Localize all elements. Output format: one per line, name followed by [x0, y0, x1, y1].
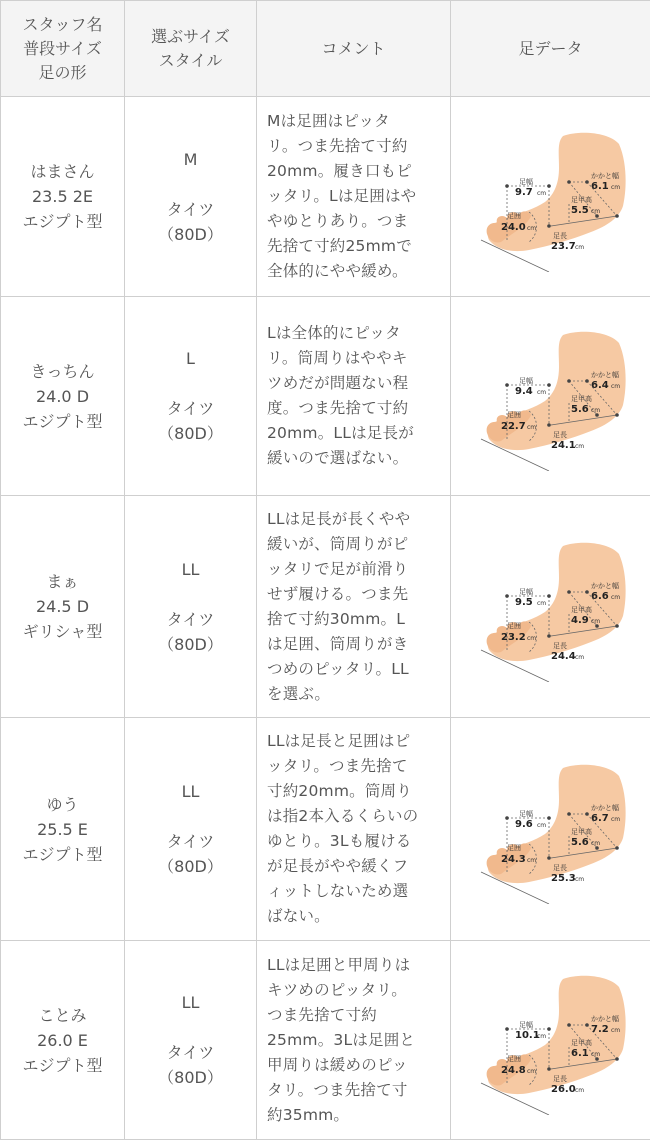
- girth-value: 23.2: [500, 631, 526, 643]
- girth-label: 足囲: [506, 621, 521, 630]
- width-label: 足幅: [518, 587, 533, 596]
- length-label: 足長: [552, 231, 567, 240]
- comment-line: 先捨て寸約25mmで: [267, 237, 412, 255]
- size-spacer: [125, 582, 256, 607]
- length-value: 24.1: [550, 440, 576, 451]
- comment-line: ッタリで足が前滑り: [267, 559, 409, 578]
- instep-value: 5.6: [570, 837, 589, 848]
- denier: （80D）: [158, 857, 223, 876]
- length-label: 足長: [552, 641, 567, 650]
- girth-value: 22.7: [500, 421, 526, 432]
- heel-value: 6.6: [590, 590, 609, 602]
- length-unit: cm: [574, 876, 584, 883]
- instep-label: 足甲高: [570, 828, 592, 836]
- comment-line: 緩いので選ばない。: [267, 449, 409, 467]
- length-value: 25.3: [550, 873, 576, 884]
- comment-line: を選ぶ。: [267, 684, 331, 703]
- size-cell: [125, 97, 257, 297]
- style-name: タイツ: [166, 1043, 215, 1062]
- table-row: [1, 718, 650, 941]
- comment-cell: [257, 297, 451, 496]
- heel-unit: cm: [610, 593, 620, 601]
- table-row: [1, 496, 650, 718]
- size-cell: [125, 941, 257, 1140]
- comment-line: 全体的にやや緩め。: [267, 262, 408, 280]
- comment-line: は足囲、筒周りがき: [267, 634, 409, 653]
- girth-unit: cm: [526, 1068, 536, 1075]
- heel-label: かかと幅: [590, 1015, 619, 1023]
- width-label: 足幅: [518, 810, 533, 818]
- instep-label: 足甲高: [570, 605, 592, 614]
- instep-value: 5.5: [570, 204, 589, 216]
- width-unit: cm: [536, 389, 546, 396]
- comment-line: せず履ける。つま先: [267, 584, 409, 603]
- comment-line: 20mm。履き口もピ: [267, 162, 412, 180]
- staff-name: はまさん: [30, 162, 95, 181]
- usual-size: 23.5 2E: [32, 187, 93, 206]
- girth-label: 足囲: [506, 211, 521, 220]
- staff-name: ゆう: [46, 794, 79, 814]
- staff-name: まぁ: [46, 572, 79, 591]
- instep-label: 足甲高: [570, 395, 592, 403]
- header-data: 足データ: [451, 1, 650, 97]
- width-value: 9.4: [514, 386, 533, 397]
- comment-line: 度。つま先捨て寸約: [267, 399, 409, 417]
- heel-label: かかと幅: [590, 171, 619, 180]
- girth-unit: cm: [526, 224, 536, 232]
- denier: （80D）: [158, 424, 223, 443]
- instep-value: 5.6: [570, 404, 589, 415]
- foot-diagram: [467, 122, 635, 272]
- staff-cell: [1, 718, 125, 941]
- header-row: [1, 1, 650, 97]
- foot-data-cell: [451, 297, 650, 496]
- length-value: 24.4: [550, 650, 576, 662]
- denier: （80D）: [158, 224, 223, 244]
- style-name: タイツ: [166, 399, 215, 418]
- chosen-size: LL: [181, 782, 200, 801]
- comment-line: ツめだが問題ない程: [267, 374, 409, 392]
- comment-line: ッタリ。つま先捨て: [267, 757, 408, 775]
- table-row: [1, 941, 650, 1140]
- comment-cell: [257, 941, 451, 1140]
- foot-diagram: [467, 965, 635, 1115]
- comment-line: 緩いが、筒周りがピ: [267, 534, 409, 553]
- girth-label: 足囲: [506, 1055, 521, 1063]
- header-staff-line: 普段サイズ: [23, 38, 102, 58]
- comment-line: リ。つま先捨て寸約: [267, 137, 408, 155]
- width-unit: cm: [536, 189, 546, 197]
- header-size: [125, 1, 257, 97]
- size-spacer: [125, 804, 256, 829]
- comment-line: 捨て寸約30mm。L: [267, 609, 406, 628]
- usual-size: 24.0 D: [35, 386, 90, 406]
- heel-unit: cm: [610, 183, 620, 191]
- girth-unit: cm: [526, 424, 536, 431]
- heel-value: 6.7: [590, 813, 609, 824]
- foot-shape: エジプト型: [22, 411, 103, 431]
- length-unit: cm: [574, 1087, 584, 1094]
- width-label: 足幅: [518, 177, 533, 186]
- comment-line: LLは足長が長くやや: [267, 509, 411, 528]
- comment-line: キツめのピッタリ。: [267, 980, 407, 999]
- length-unit: cm: [574, 443, 584, 450]
- girth-label: 足囲: [506, 411, 521, 419]
- comment-line: LLは足長と足囲はピ: [267, 732, 411, 750]
- instep-label: 足甲高: [570, 1039, 592, 1047]
- heel-value: 7.2: [590, 1024, 609, 1035]
- width-value: 9.5: [514, 596, 533, 608]
- width-value: 9.7: [514, 186, 533, 198]
- staff-name: ことみ: [38, 1005, 87, 1025]
- staff-cell: [1, 496, 125, 718]
- table-row: [1, 297, 650, 496]
- chosen-size: LL: [181, 559, 200, 579]
- width-label: 足幅: [518, 377, 533, 385]
- foot-diagram: [467, 532, 635, 682]
- instep-unit: cm: [590, 840, 600, 847]
- comment-line: Mは足囲はピッタ: [267, 112, 390, 130]
- comment-line: ゆとり。3Lも履ける: [267, 832, 412, 850]
- width-value: 9.6: [514, 819, 533, 830]
- foot-data-cell: [451, 97, 650, 297]
- foot-shape: エジプト型: [22, 212, 103, 231]
- heel-value: 6.4: [590, 380, 609, 391]
- style-name: タイツ: [166, 199, 215, 219]
- comment-line: やゆとりあり。つま: [267, 212, 409, 230]
- comment-line: 約35mm。: [267, 1105, 350, 1124]
- staff-cell: [1, 97, 125, 297]
- foot-shape: エジプト型: [22, 1055, 103, 1075]
- foot-data-cell: [451, 941, 650, 1140]
- length-label: 足長: [552, 1075, 567, 1083]
- heel-unit: cm: [610, 383, 620, 390]
- girth-unit: cm: [526, 857, 536, 864]
- length-value: 26.0: [550, 1084, 576, 1095]
- usual-size: 24.5 D: [35, 597, 90, 616]
- comment-line: ィットしないため選: [267, 882, 409, 900]
- staff-cell: [1, 297, 125, 496]
- instep-unit: cm: [590, 1051, 600, 1058]
- size-spacer: [125, 1015, 256, 1040]
- foot-diagram: [467, 754, 635, 904]
- size-cell: [125, 297, 257, 496]
- usual-size: 26.0 E: [37, 1030, 88, 1050]
- comment-line: Lは全体的にピッタ: [267, 324, 401, 342]
- comment-line: 20mm。LLは足長が: [267, 424, 414, 442]
- girth-unit: cm: [526, 634, 536, 642]
- instep-value: 4.9: [570, 614, 589, 626]
- foot-data-cell: [451, 496, 650, 718]
- comment-line: が足長がやや緩くフ: [267, 857, 409, 875]
- heel-label: かかと幅: [590, 804, 619, 812]
- width-unit: cm: [536, 1033, 546, 1040]
- style-name: タイツ: [166, 832, 215, 851]
- comment-line: つま先捨て寸約: [267, 1005, 377, 1024]
- foot-shape: ギリシャ型: [22, 622, 103, 641]
- heel-label: かかと幅: [590, 371, 619, 379]
- instep-unit: cm: [590, 617, 600, 625]
- header-staff-line: 足の形: [38, 62, 87, 82]
- size-cell: [125, 718, 257, 941]
- instep-unit: cm: [590, 207, 600, 215]
- comment-line: 寸約20mm。筒周り: [267, 782, 412, 800]
- length-label: 足長: [552, 864, 567, 872]
- instep-value: 6.1: [570, 1048, 589, 1059]
- width-label: 足幅: [518, 1021, 533, 1029]
- size-spacer: [125, 172, 256, 197]
- length-label: 足長: [552, 431, 567, 439]
- heel-label: かかと幅: [590, 581, 619, 590]
- chosen-size: LL: [181, 993, 200, 1012]
- girth-value: 24.8: [500, 1065, 526, 1076]
- foot-shape: エジプト型: [22, 844, 103, 864]
- foot-data-cell: [451, 718, 650, 941]
- header-size-line: 選ぶサイズ: [151, 26, 230, 46]
- table-row: [1, 97, 650, 297]
- heel-unit: cm: [610, 1027, 620, 1034]
- foot-diagram: [467, 321, 635, 471]
- style-name: タイツ: [166, 609, 215, 629]
- comment-line: リ。筒周りはややキ: [267, 349, 408, 367]
- comment-cell: [257, 97, 451, 297]
- length-unit: cm: [574, 243, 584, 251]
- chosen-size: M: [183, 149, 198, 169]
- staff-cell: [1, 941, 125, 1140]
- usual-size: 25.5 E: [37, 819, 88, 839]
- girth-value: 24.3: [500, 854, 526, 865]
- length-unit: cm: [574, 653, 584, 661]
- staff-name: きっちん: [30, 361, 95, 381]
- denier: （80D）: [158, 1068, 223, 1087]
- comment-cell: [257, 496, 451, 718]
- size-cell: [125, 496, 257, 718]
- width-unit: cm: [536, 599, 546, 607]
- header-staff-line: スタッフ名: [22, 14, 103, 34]
- length-value: 23.7: [550, 240, 576, 252]
- width-unit: cm: [536, 822, 546, 829]
- girth-value: 24.0: [500, 221, 526, 233]
- comment-line: は指2本入るくらいの: [267, 807, 419, 825]
- comment-line: 25mm。3Lは足囲と: [267, 1030, 416, 1049]
- heel-value: 6.1: [590, 180, 609, 192]
- comment-cell: [257, 718, 451, 941]
- header-comment: コメント: [257, 1, 451, 97]
- instep-unit: cm: [590, 407, 600, 414]
- chosen-size: L: [186, 349, 195, 368]
- comment-line: ッタリ。Lは足囲はや: [267, 187, 417, 205]
- size-spacer: [125, 371, 256, 396]
- comment-line: タリ。つま先捨て寸: [267, 1080, 408, 1099]
- header-size-line: スタイル: [158, 50, 223, 70]
- comment-line: 甲周りは緩めのピッ: [267, 1055, 408, 1074]
- denier: （80D）: [158, 634, 223, 654]
- comment-line: ばない。: [267, 907, 330, 925]
- girth-label: 足囲: [506, 844, 521, 852]
- instep-label: 足甲高: [570, 195, 592, 204]
- comment-line: LLは足囲と甲周りは: [267, 955, 411, 974]
- heel-unit: cm: [610, 816, 620, 823]
- comment-line: つめのピッタリ。LL: [267, 659, 409, 678]
- width-value: 10.1: [514, 1030, 540, 1041]
- header-staff: [1, 1, 125, 97]
